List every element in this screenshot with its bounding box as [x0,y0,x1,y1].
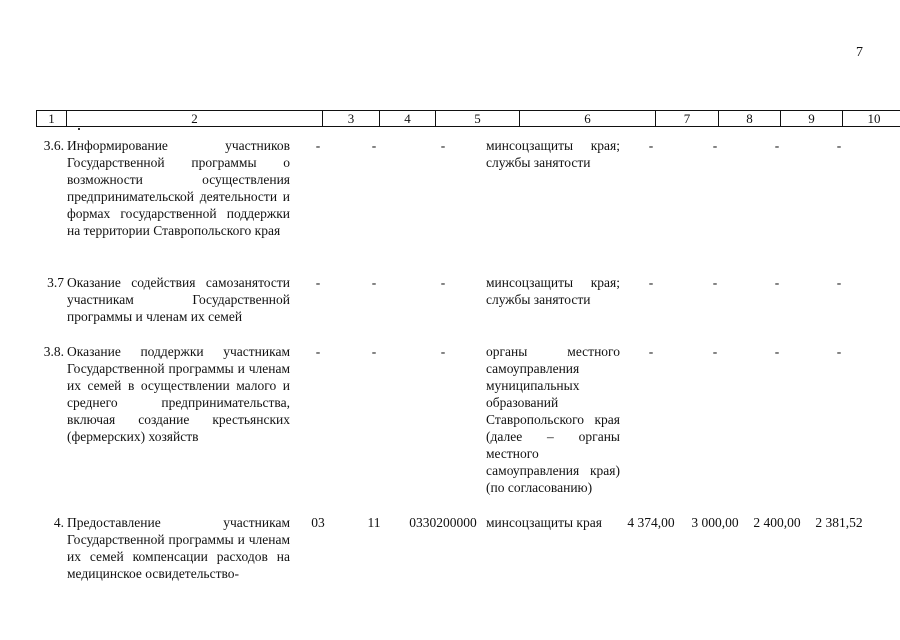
row-description: Оказание поддержки участникам Государственной программы и членам их семей в осуществлении малого и среднего предпринимательства, включая создание крестьянских (фермерских) хозяйств [67,344,290,444]
page-number: 7 [856,45,863,60]
row-col-4: - [371,344,377,359]
row-col-10: - [836,344,842,359]
column-number-header [36,110,900,127]
row-col-3: - [315,138,321,153]
row-col-8: - [712,344,718,359]
header-col-10: 10 [843,111,900,127]
row-col-4: - [371,138,377,153]
row-description: Оказание содействия самозанятости участникам Государственной программы и членам их семей [67,275,290,324]
row-col-4: 11 [367,515,381,530]
row-number: 3.7 [47,275,64,290]
header-col-9: 9 [781,111,843,127]
row-description: Предоставление участникам Государственной программы и членам их семей компенсации расходов на медицинское освидетельство- [67,515,290,581]
row-col-7: - [648,138,654,153]
row-col-10: 2 381,52 [815,515,863,530]
row-col-4: - [371,275,377,290]
header-col-2: 2 [67,111,323,127]
row-responsible: минсоцзащиты края; службы занятости [486,138,620,170]
row-col-8: 3 000,00 [691,515,739,530]
row-number: 3.8. [43,344,64,359]
row-col-5: - [440,344,446,359]
row-col-5: 0330200000 [409,515,477,530]
header-col-7: 7 [656,111,719,127]
row-responsible: органы местного самоуправления муниципальных образований Ставропольского края (далее – органы местного самоуправления края) (по согласованию) [486,344,620,495]
row-responsible: минсоцзащиты края; службы занятости [486,275,620,307]
row-responsible: минсоцзащиты края [486,515,602,530]
row-col-3: - [315,344,321,359]
row-col-5: - [440,138,446,153]
row-number: 3.6. [43,138,64,153]
row-col-3: - [315,275,321,290]
header-col-3: 3 [323,111,380,127]
row-col-9: 2 400,00 [753,515,801,530]
row-col-7: - [648,275,654,290]
header-col-8: 8 [719,111,781,127]
row-col-10: - [836,275,842,290]
row-col-9: - [774,138,780,153]
header-col-4: 4 [380,111,436,127]
row-description: Информирование участников Государственной программы о возможности осуществления предпринимательской деятельности и формах государственной поддержки на территории Ставропольского края [67,138,290,238]
scan-speck [78,128,80,130]
row-col-9: - [774,275,780,290]
row-col-10: - [836,138,842,153]
header-col-6: 6 [520,111,656,127]
row-col-7: - [648,344,654,359]
header-col-1: 1 [37,111,67,127]
row-col-9: - [774,344,780,359]
row-col-8: - [712,138,718,153]
row-col-8: - [712,275,718,290]
row-col-5: - [440,275,446,290]
row-col-3: 03 [311,515,325,530]
row-col-7: 4 374,00 [627,515,675,530]
header-col-5: 5 [436,111,520,127]
row-number: 4. [53,515,64,530]
